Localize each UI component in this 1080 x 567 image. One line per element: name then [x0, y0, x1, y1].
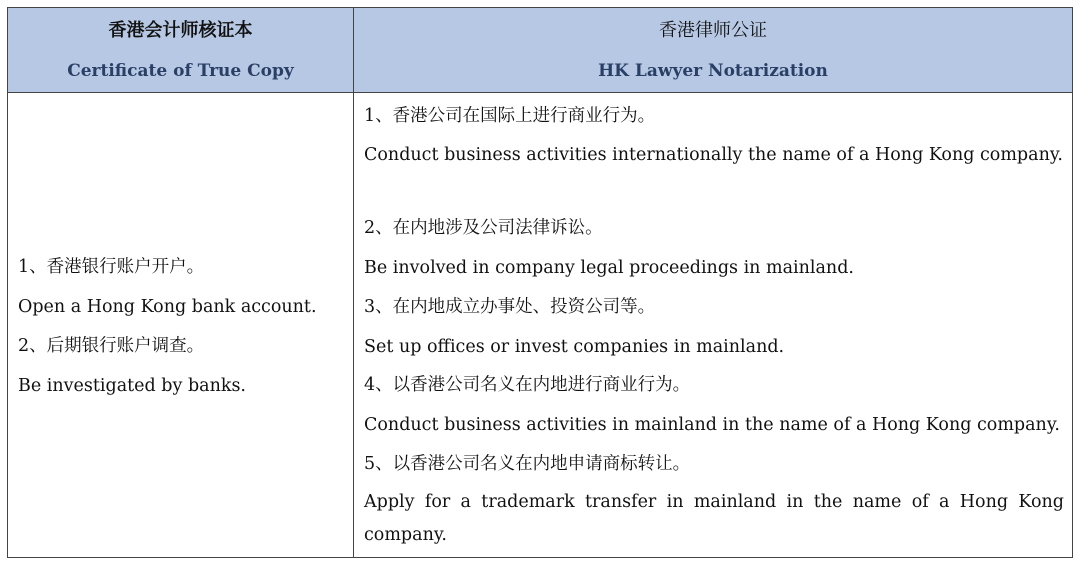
- list-item: Open a Hong Kong bank account.: [18, 297, 317, 317]
- list-item: 1、香港公司在国际上进行商业行为。: [364, 106, 656, 126]
- header-cell-lawyer: [354, 8, 1072, 92]
- list-item: Be involved in company legal proceedings in mainland.: [364, 258, 854, 278]
- accountant-uses-cell: [18, 93, 343, 558]
- list-item: 4、以香港公司名义在内地进行商业行为。: [364, 375, 691, 395]
- list-item: 2、在内地涉及公司法律诉讼。: [364, 218, 603, 238]
- column-divider: [353, 8, 354, 557]
- table-header: [8, 8, 1072, 93]
- header-cell-accountant: [8, 8, 353, 92]
- list-item: Be investigated by banks.: [18, 376, 246, 396]
- header-right-title-zh: 香港律师公证: [659, 20, 767, 41]
- list-item: 3、在内地成立办事处、投资公司等。: [364, 297, 656, 317]
- list-item: 1、香港银行账户开户。: [18, 257, 205, 277]
- list-item: Apply for a trademark transfer in mainland in the name of a Hong Kong company.: [364, 492, 1064, 545]
- list-item: Conduct business activities in mainland in the name of a Hong Kong company.: [364, 415, 1060, 435]
- header-left-title-en: Certificate of True Copy: [67, 61, 294, 81]
- list-item: Set up offices or invest companies in mainland.: [364, 337, 785, 357]
- list-item: 5、以香港公司名义在内地申请商标转让。: [364, 454, 691, 474]
- header-right-title-en: HK Lawyer Notarization: [598, 61, 828, 81]
- comparison-table: [7, 7, 1073, 558]
- header-left-title-zh: 香港会计师核证本: [108, 20, 253, 41]
- list-item: Conduct business activities internationally the name of a Hong Kong company.: [364, 145, 1063, 165]
- lawyer-uses-cell: [364, 93, 1064, 558]
- list-item: 2、后期银行账户调查。: [18, 336, 205, 356]
